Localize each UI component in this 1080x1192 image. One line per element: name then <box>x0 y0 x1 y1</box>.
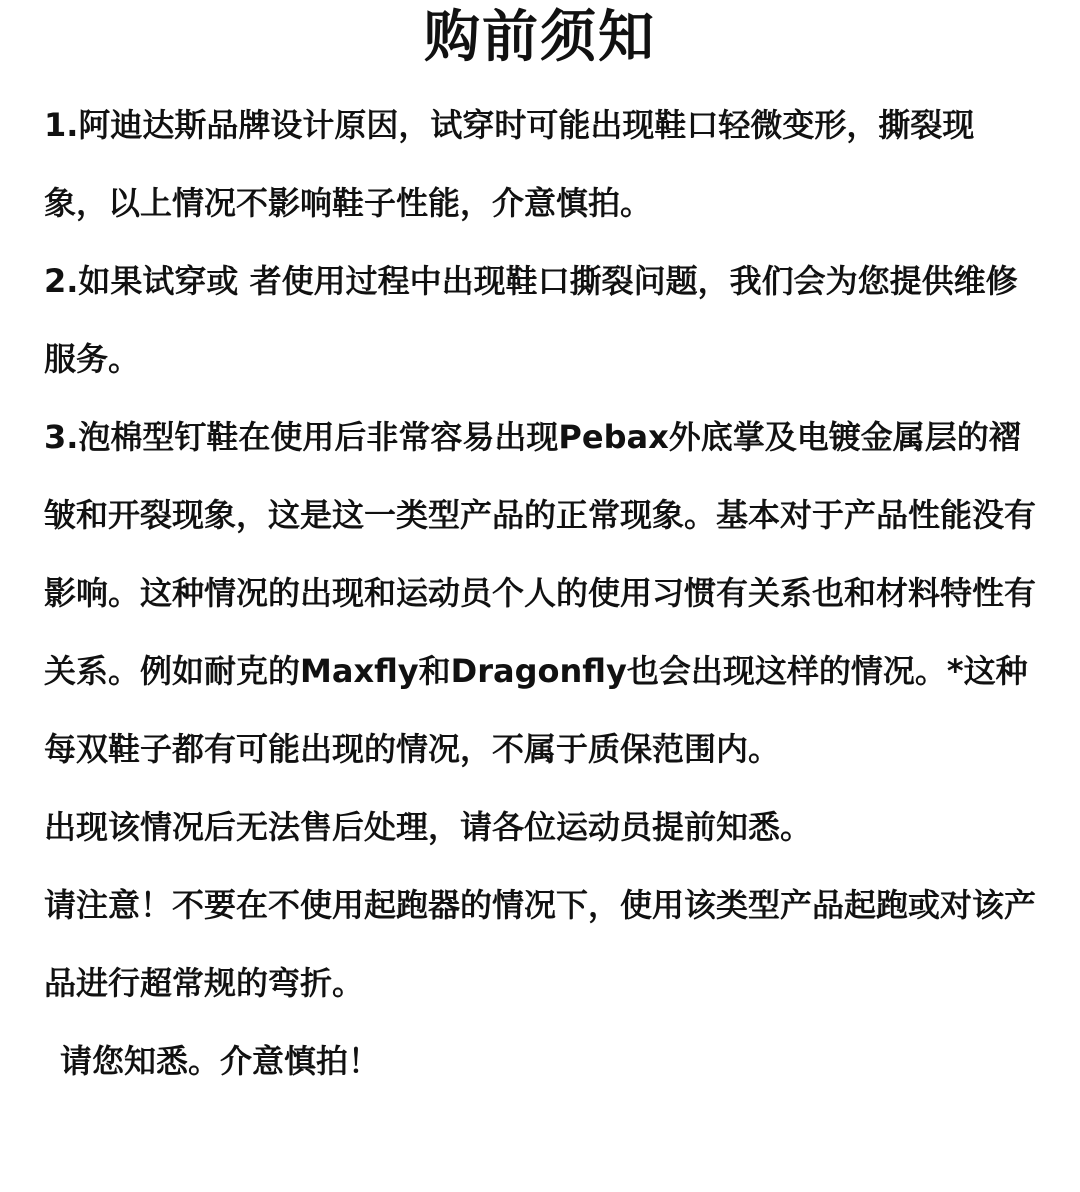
notice-paragraph-3: 3.泡棉型钉鞋在使用后非常容易出现Pebax外底掌及电镀金属层的褶皱和开裂现象，这是这一类型产品的正常现象。基本对于产品性能没有影响。这种情况的出现和运动员个人的使用习惯有关系也和材料特性有关系。例如耐克的Maxfly和Dragonfly也会出现这样的情况。*这种每双鞋子都有可能出现的情况，不属于质保范围内。 <box>44 418 1037 768</box>
page-title: 购前须知 <box>424 5 656 70</box>
notice-paragraph-4: 出现该情况后无法售后处理，请各位运动员提前知悉。 <box>44 808 813 846</box>
notice-body <box>44 86 1036 1100</box>
notice-paragraph-1: 1.阿迪达斯品牌设计原因，试穿时可能出现鞋口轻微变形，撕裂现象，以上情况不影响鞋子性能，介意慎拍。 <box>44 106 975 222</box>
notice-paragraph-6: 请您知悉。介意慎拍！ <box>60 1042 381 1080</box>
notice-paragraph-2: 2.如果试穿或 者使用过程中出现鞋口撕裂问题，我们会为您提供维修服务。 <box>44 262 1018 378</box>
notice-paragraph-5: 请注意！不要在不使用起跑器的情况下，使用该类型产品起跑或对该产品进行超常规的弯折。 <box>44 886 1037 1002</box>
